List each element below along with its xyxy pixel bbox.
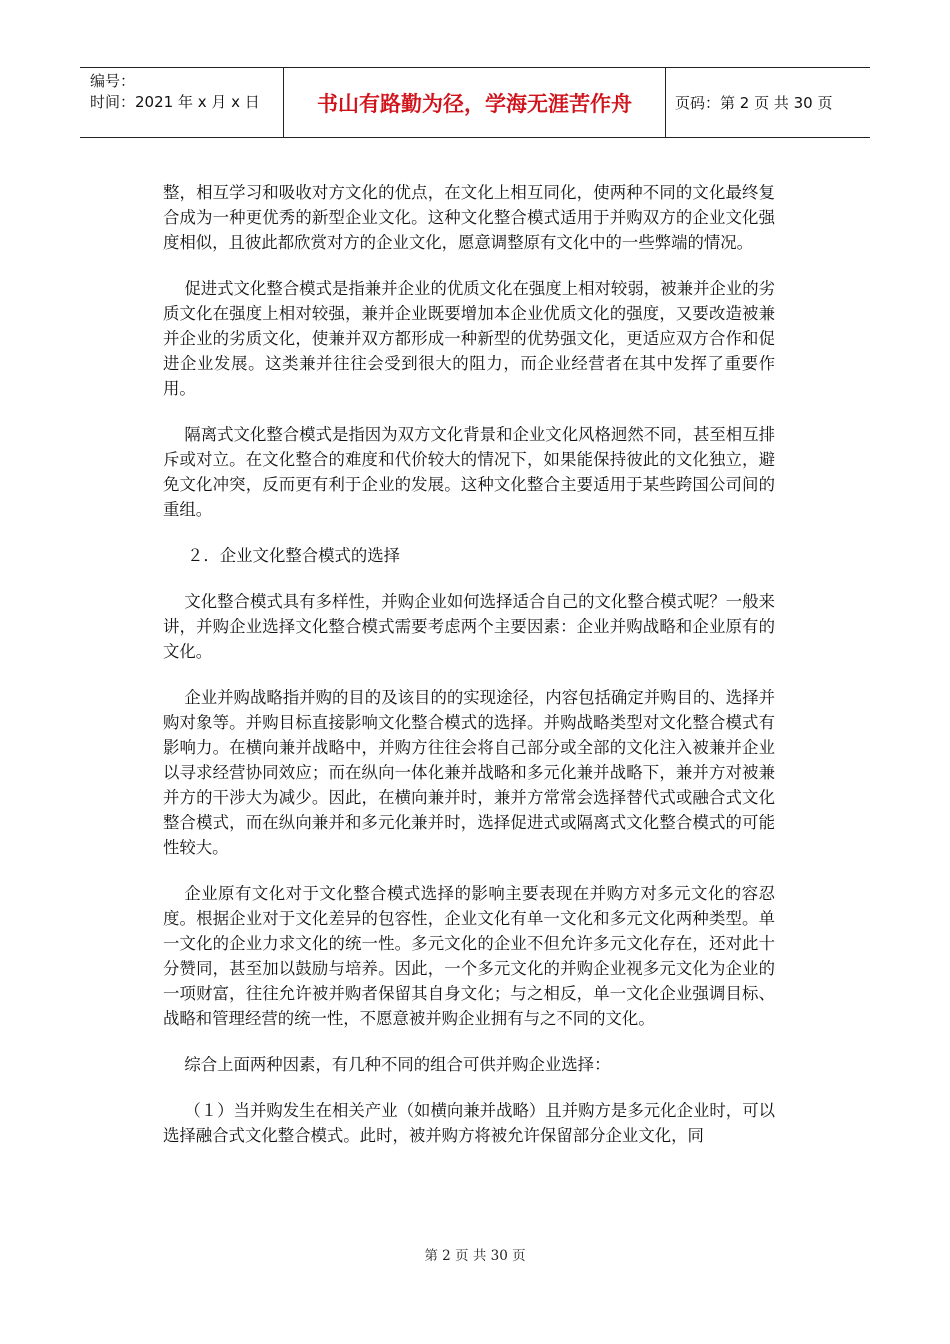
page-footer xyxy=(0,1244,950,1264)
paragraph-7: 综合上面两种因素，有几种不同的组合可供并购企业选择： xyxy=(184,1055,611,1074)
paragraph-3: 隔离式文化整合模式是指因为双方文化背景和企业文化风格迥然不同，甚至相互排斥或对立。在文化整合的难度和代价较大的情况下，如果能保持彼此的文化独立，避免文化冲突，反而更有利于企业的发展。这种文化整合主要适用于某些跨国公司间的重组。 xyxy=(163,425,775,519)
header-motto: 书山有路勤为径，学海无涯苦作舟 xyxy=(317,91,632,116)
paragraph-5: 企业并购战略指并购的目的及该目的的实现途径，内容包括确定并购目的、选择并购对象等。并购目标直接影响文化整合模式的选择。并购战略类型对文化整合模式有影响力。在横向兼并战略中，并购方往往会将自己部分或全部的文化注入被兼并企业以寻求经营协同效应；而在纵向一体化兼并战略和多元化兼并战略下，兼并方对被兼并方的干涉大为减少。因此，在横向兼并时，兼并方常常会选择替代式或融合式文化整合模式，而在纵向兼并和多元化兼并时，选择促进式或隔离式文化整合模式的可能性较大。 xyxy=(163,688,775,857)
header-page-code xyxy=(665,68,870,137)
header-meta xyxy=(80,68,283,137)
paragraph-2: 促进式文化整合模式是指兼并企业的优质文化在强度上相对较弱，被兼并企业的劣质文化在强度上相对较强，兼并企业既要增加本企业优质文化的强度，又要改造被兼并企业的劣质文化，使兼并双方都形成一种新型的优势强文化，更适应双方合作和促进企业发展。这类兼并往往会受到很大的阻力，而企业经营者在其中发挥了重要作用。 xyxy=(163,279,775,398)
paragraph-8: （１）当并购发生在相关产业（如横向兼并战略）且并购方是多元化企业时，可以选择融合式文化整合模式。此时，被并购方将被允许保留部分企业文化，同 xyxy=(163,1101,775,1145)
footer-page-number: 第 2 页 共 30 页 xyxy=(424,1248,526,1264)
section-heading: ２．企业文化整合模式的选择 xyxy=(187,546,401,565)
page-header xyxy=(80,67,870,138)
time-label: 时间：2021 年 x 月 x 日 xyxy=(90,93,260,111)
paragraph-1: 整，相互学习和吸收对方文化的优点，在文化上相互同化，使两种不同的文化最终复合成为一种更优秀的新型企业文化。这种文化整合模式适用于并购双方的企业文化强度相似，且彼此都欣赏对方的企业文化，愿意调整原有文化中的一些弊端的情况。 xyxy=(163,183,775,252)
number-label: 编号： xyxy=(90,72,136,90)
document-body xyxy=(163,180,775,1169)
page-code-text: 页码：第 2 页 共 30 页 xyxy=(675,94,833,112)
paragraph-6: 企业原有文化对于文化整合模式选择的影响主要表现在并购方对多元文化的容忍度。根据企业对于文化差异的包容性，企业文化有单一文化和多元文化两种类型。单一文化的企业力求文化的统一性。多元文化的企业不但允许多元文化存在，还对此十分赞同，甚至加以鼓励与培养。因此，一个多元文化的并购企业视多元文化为企业的一项财富，往往允许被并购者保留其自身文化；与之相反，单一文化企业强调目标、战略和管理经营的统一性，不愿意被并购企业拥有与之不同的文化。 xyxy=(163,884,775,1028)
paragraph-4: 文化整合模式具有多样性，并购企业如何选择适合自己的文化整合模式呢？一般来讲，并购企业选择文化整合模式需要考虑两个主要因素：企业并购战略和企业原有的文化。 xyxy=(163,592,775,661)
